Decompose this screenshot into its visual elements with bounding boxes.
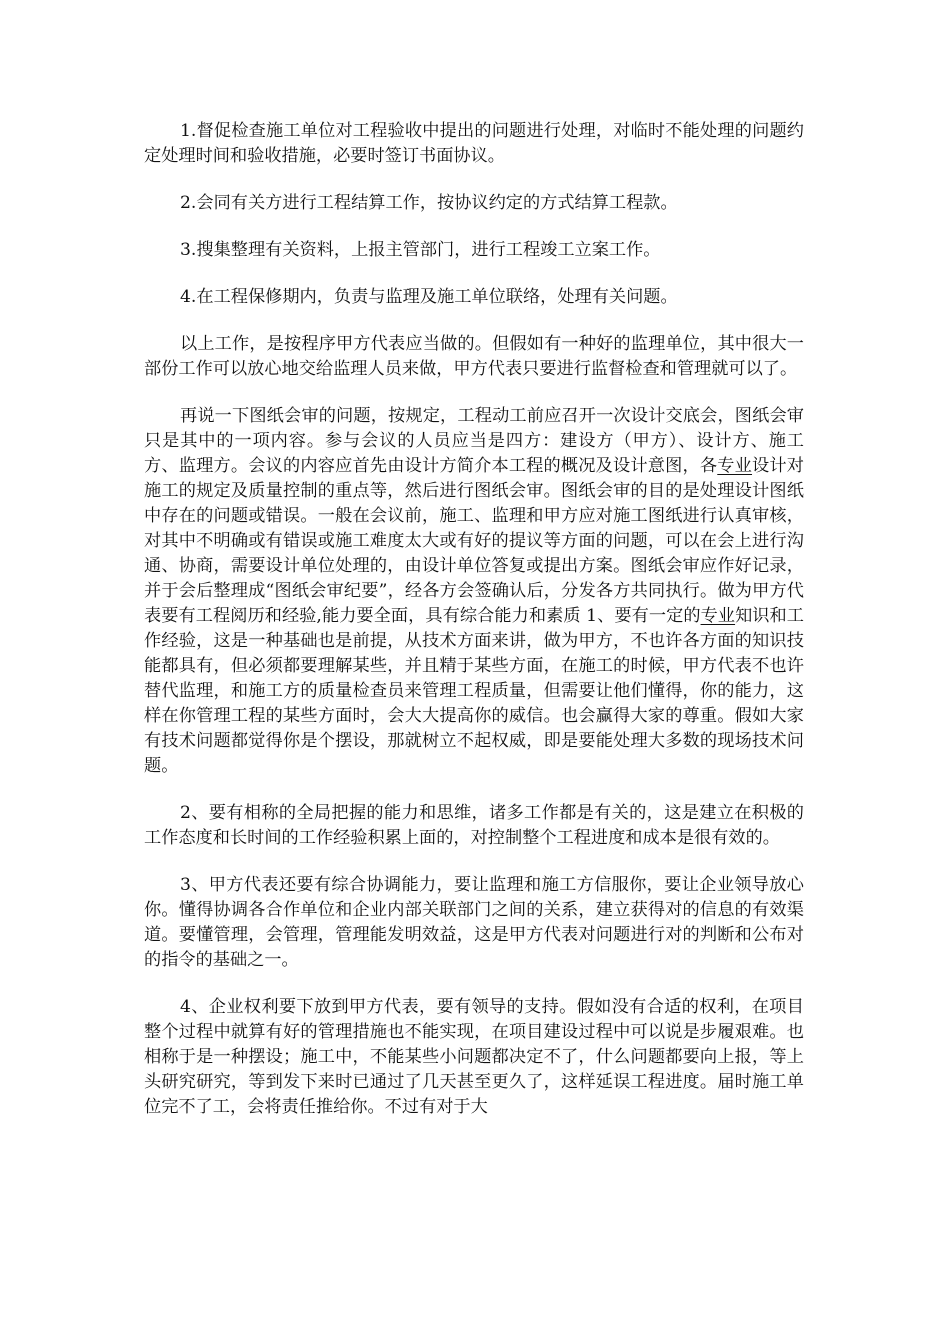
paragraph-text: 3.搜集整理有关资料，上报主管部门，进行工程竣工立案工作。 xyxy=(180,240,661,260)
paragraph-text: 3、甲方代表还要有综合协调能力，要让监理和施工方信服你，要让企业领导放心你。懂得协调各合作单位和企业内部关联部门之间的关系，建立获得对的信息的有效渠道。要懂管理，会管理，管理能发明效益，这是甲方代表对问题进行对的判断和公布对的指令的基础之一。 xyxy=(144,875,804,970)
paragraph-text: 知识和工作经验，这是一种基础也是前提，从技术方面来讲，做为甲方，不也许各方面的知识技能都具有，但必须都要理解某些，并且精于某些方面，在施工的时候，甲方代表不也许替代监理，和施工方的质量检查员来管理工程质量，但需要让他们懂得，你的能力，这样在你管理工程的某些方面时，会大大提高你的威信。也会赢得大家的尊重。假如大家有技术问题都觉得你是个摆设，那就树立不起权威，即是要能处理大多数的现场技术问题。 xyxy=(144,606,804,776)
paragraph-2 xyxy=(144,191,804,216)
paragraph-text: 2.会同有关方进行工程结算工作，按协议约定的方式结算工程款。 xyxy=(180,193,678,213)
paragraph-text: 以上工作，是按程序甲方代表应当做的。但假如有一种好的监理单位，其中很大一部份工作可以放心地交给监理人员来做，甲方代表只要进行监督检查和管理就可以了。 xyxy=(144,334,804,379)
paragraph-1 xyxy=(144,119,804,169)
document-body xyxy=(144,119,804,1142)
paragraph-7 xyxy=(144,801,804,851)
paragraph-text: 4.在工程保修期内，负责与监理及施工单位联络，处理有关问题。 xyxy=(180,287,678,307)
paragraph-text: 1.督促检查施工单位对工程验收中提出的问题进行处理，对临时不能处理的问题约定处理时间和验收措施，必要时签订书面协议。 xyxy=(144,121,804,166)
paragraph-5 xyxy=(144,332,804,382)
paragraph-text: 4、企业权利要下放到甲方代表，要有领导的支持。假如没有合适的权利，在项目整个过程中就算有好的管理措施也不能实现，在项目建设过程中可以说是步履艰难。也相称于是一种摆设；施工中，不能某些小问题都决定不了，什么问题都要向上报，等上头研究研究，等到发下来时已通过了几天甚至更久了，这样延误工程进度。届时施工单位完不了工，会将责任推给你。不过有对于大 xyxy=(144,997,804,1117)
paragraph-4 xyxy=(144,285,804,310)
paragraph-3 xyxy=(144,238,804,263)
paragraph-text: 设计对施工的规定及质量控制的重点等，然后进行图纸会审。图纸会审的目的是处理设计图纸中存在的问题或错误。一般在会议前，施工、监理和甲方应对施工图纸进行认真审核，对其中不明确或有错误或施工难度太大或有好的提议等方面的问题，可以在会上进行沟通、协商，需要设计单位处理的，由设计单位答复或提出方案。图纸会审应作好记录，并于会后整理成“图纸会审纪要”，经各方会签确认后，分发各方共同执行。做为甲方代表要有工程阅历和经验,能力要全面，具有综合能力和素质 1、要有一定的 xyxy=(144,456,804,626)
underlined-term: 专业 xyxy=(700,606,736,626)
paragraph-text: 再说一下图纸会审的问题，按规定，工程动工前应召开一次设计交底会，图纸会审只是其中的一项内容。参与会议的人员应当是四方：建设方（甲方）、设计方、施工方、监理方。会议的内容应首先由设计方简介本工程的概况及设计意图，各 xyxy=(144,406,804,476)
paragraph-6 xyxy=(144,404,804,779)
underlined-term: 专业 xyxy=(717,456,753,476)
paragraph-9 xyxy=(144,995,804,1120)
paragraph-text: 2、要有相称的全局把握的能力和思维，诸多工作都是有关的，这是建立在积极的工作态度和长时间的工作经验积累上面的，对控制整个工程进度和成本是很有效的。 xyxy=(144,803,804,848)
paragraph-8 xyxy=(144,873,804,973)
